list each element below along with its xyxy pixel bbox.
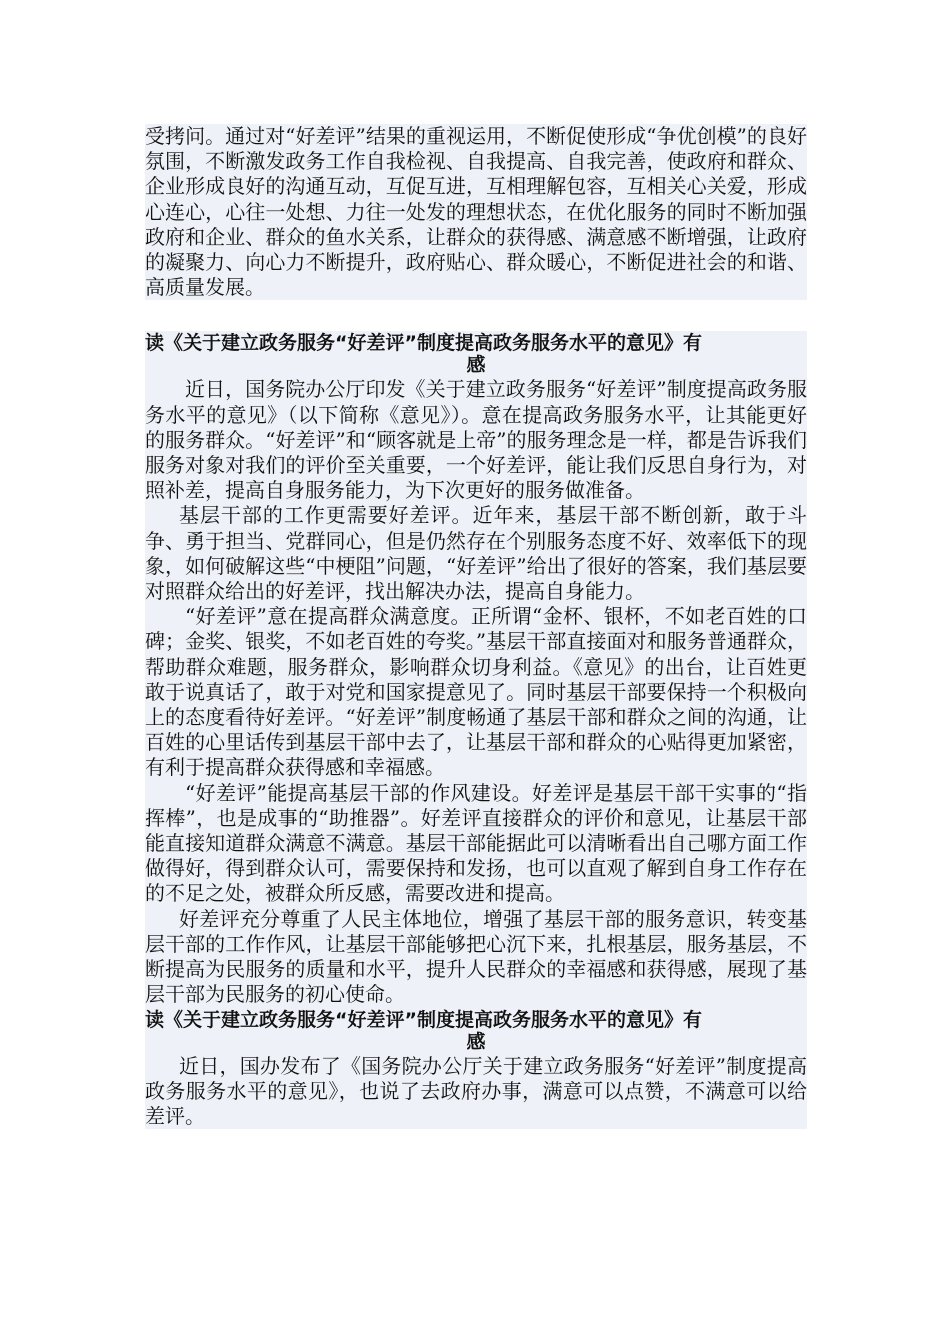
paragraph: 基层干部的工作更需要好差评。近年来，基层干部不断创新，敢于斗争、勇于担当、党群同心，但是仍然存在个别服务态度不好、效率低下的现象，如何破解这些“中梗阻”问题，“好差评”给出了很好的答案，我们基层要对照群众给出的好差评，找出解决办法，提高自身能力。 [145, 503, 807, 604]
section-essay-1 [145, 331, 807, 1007]
document-page [145, 124, 807, 1129]
paragraph: 受拷问。通过对“好差评”结果的重视运用，不断促使形成“争优创模”的良好氛围，不断激发政务工作自我检视、自我提高、自我完善，使政府和群众、企业形成良好的沟通互动，互促互进，互相理解包容，互相关心关爱，形成心连心，心往一处想、力往一处发的理想状态，在优化服务的同时不断加强政府和企业、群众的鱼水关系，让群众的获得感、满意感不断增强，让政府的凝聚力、向心力不断提升，政府贴心、群众暖心，不断促进社会的和谐、高质量发展。 [145, 124, 807, 300]
paragraph: 好差评充分尊重了人民主体地位，增强了基层干部的服务意识，转变基层干部的工作作风，让基层干部能够把心沉下来，扎根基层，服务基层，不断提高为民服务的质量和水平，提升人民群众的幸福感和获得感，展现了基层干部为民服务的初心使命。 [145, 906, 807, 1007]
section-title-line1: 读《关于建立政务服务“好差评”制度提高政务服务水平的意见》有 [145, 332, 702, 355]
section-essay-2 [145, 1008, 807, 1130]
section-title [145, 1008, 807, 1054]
section-title-line2: 感 [466, 354, 486, 377]
section-continuation [145, 124, 807, 300]
section-title-line2: 感 [466, 1030, 486, 1053]
paragraph: 近日，国办发布了《国务院办公厅关于建立政务服务“好差评”制度提高政务服务水平的意见》，也说了去政府办事，满意可以点赞，不满意可以给差评。 [145, 1053, 807, 1128]
section-title [145, 331, 807, 377]
section-gap [145, 300, 807, 331]
paragraph: “好差评”能提高基层干部的作风建设。好差评是基层干部干实事的“指挥棒”，也是成事的“助推器”。好差评直接群众的评价和意见，让基层干部能直接知道群众满意不满意。基层干部能据此可以清晰看出自己哪方面工作做得好，得到群众认可，需要保持和发扬，也可以直观了解到自身工作存在的不足之处，被群众所反感，需要改进和提高。 [145, 780, 807, 906]
paragraph: 近日，国务院办公厅印发《关于建立政务服务“好差评”制度提高政务服务水平的意见》（以下简称《意见》）。意在提高政务服务水平，让其能更好的服务群众。“好差评”和“顾客就是上帝”的服务理念是一样，都是告诉我们服务对象对我们的评价至关重要，一个好差评，能让我们反思自身行为，对照补差，提高自身服务能力，为下次更好的服务做准备。 [145, 377, 807, 503]
paragraph: “好差评”意在提高群众满意度。正所谓“金杯、银杯，不如老百姓的口碑；金奖、银奖，不如老百姓的夸奖。”基层干部直接面对和服务普通群众，帮助群众难题，服务群众，影响群众切身利益。《意见》的出台，让百姓更敢于说真话了，敢于对党和国家提意见了。同时基层干部要保持一个积极向上的态度看待好差评。“好差评”制度畅通了基层干部和群众之间的沟通，让百姓的心里话传到基层干部中去了，让基层干部和群众的心贴得更加紧密，有利于提高群众获得感和幸福感。 [145, 604, 807, 780]
section-title-line1: 读《关于建立政务服务“好差评”制度提高政务服务水平的意见》有 [145, 1008, 702, 1031]
